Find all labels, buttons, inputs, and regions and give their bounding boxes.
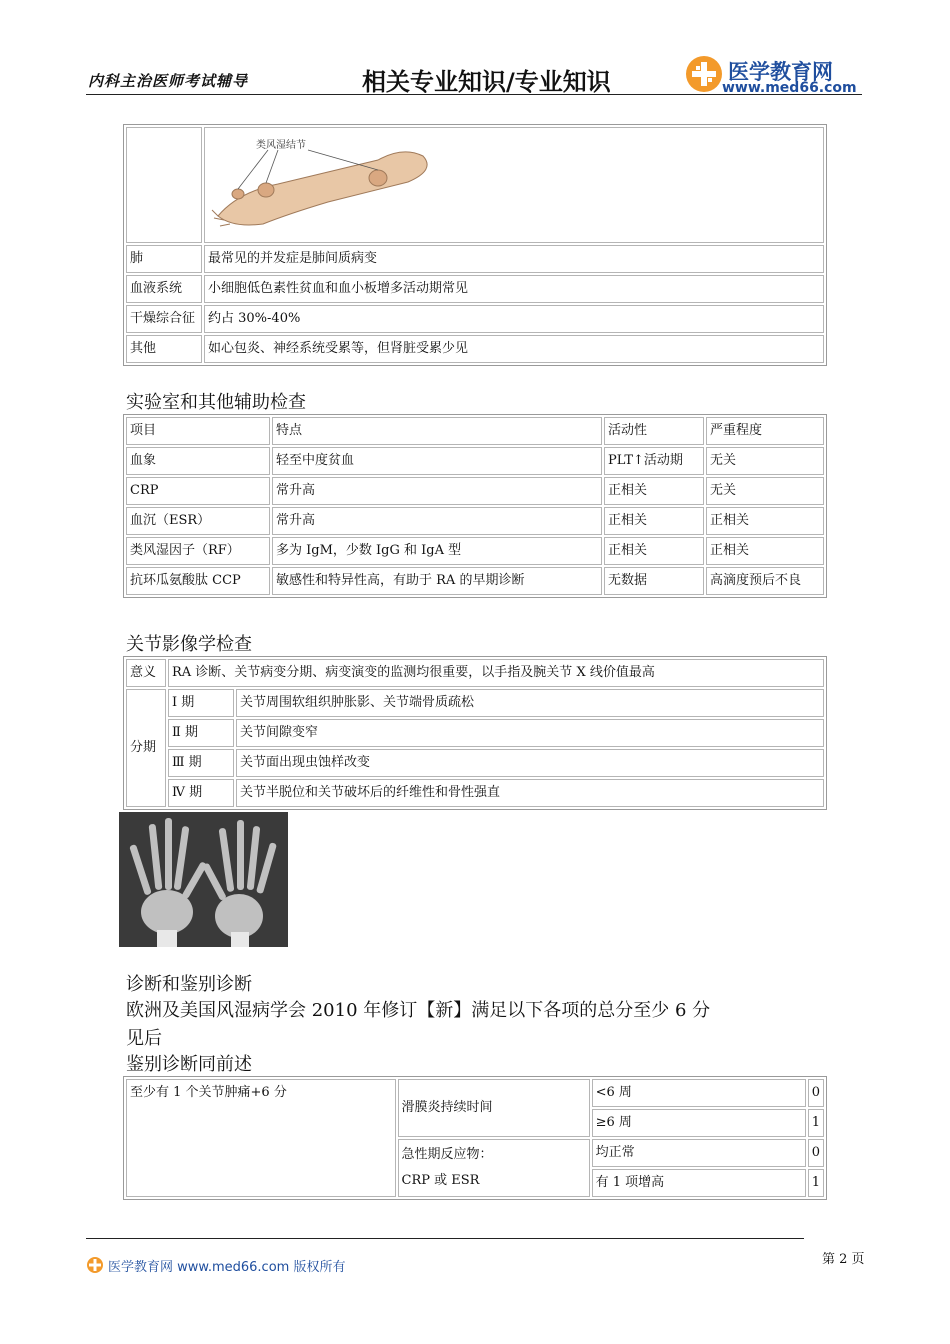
meaning-key: 意义 — [126, 659, 166, 687]
table-cell: 敏感性和特异性高，有助于 RA 的早期诊断 — [272, 567, 602, 595]
meaning-value: RA 诊断、关节病变分期、病变演变的监测均很重要，以手指及腕关节 X 线价值最高 — [168, 659, 824, 687]
footer-copyright: 医学教育网 www.med66.com 版权所有 — [108, 1260, 346, 1275]
criterion-score: 0 — [808, 1079, 824, 1107]
table-cell: PLT↑活动期 — [604, 447, 704, 475]
header-cell: 严重程度 — [706, 417, 824, 445]
header-cell: 活动性 — [604, 417, 704, 445]
diagnosis-heading: 诊断和鉴别诊断 — [126, 974, 252, 995]
joint-criterion: 至少有 1 个关节肿痛+6 分 — [126, 1079, 396, 1197]
imaging-table — [123, 656, 827, 810]
acute-phase-label — [398, 1139, 590, 1197]
acute-phase-label-line1: 急性期反应物： — [401, 1147, 493, 1162]
row-key: 血液系统 — [126, 275, 202, 303]
stage-label: Ⅱ 期 — [168, 719, 234, 747]
diagnosis-criteria-text: 欧洲及美国风湿病学会 2010 年修订【新】满足以下各项的总分至少 6 分 — [126, 1000, 711, 1021]
complication-table — [123, 124, 827, 366]
logo-text: 医学教育网 — [728, 60, 833, 84]
table-cell: 轻至中度贫血 — [272, 447, 602, 475]
table-cell: 血象 — [126, 447, 270, 475]
table-cell: 正相关 — [706, 537, 824, 565]
criterion-option: 有 1 项增高 — [592, 1169, 806, 1197]
row-value: 如心包炎、神经系统受累等，但肾脏受累少见 — [204, 335, 824, 363]
table-cell: CRP — [126, 477, 270, 505]
criterion-option: 均正常 — [592, 1139, 806, 1167]
table-cell: 高滴度预后不良 — [706, 567, 824, 595]
stage-key: 分期 — [126, 689, 166, 807]
table-cell: 无数据 — [604, 567, 704, 595]
table-cell: 常升高 — [272, 477, 602, 505]
stage-desc: 关节周围软组织肿胀影、关节端骨质疏松 — [236, 689, 824, 717]
stage-desc: 关节面出现虫蚀样改变 — [236, 749, 824, 777]
criteria-table — [123, 1076, 827, 1200]
header-cell: 项目 — [126, 417, 270, 445]
rheumatoid-nodule-arm-image — [208, 132, 448, 232]
differential-diagnosis-text: 鉴别诊断同前述 — [126, 1054, 252, 1075]
acute-phase-label-line2: CRP 或 ESR — [401, 1173, 480, 1188]
table-cell: 正相关 — [604, 477, 704, 505]
section-lab-heading: 实验室和其他辅助检查 — [126, 392, 306, 413]
stage-desc: 关节间隙变窄 — [236, 719, 824, 747]
lab-table — [123, 414, 827, 598]
footer-logo-icon — [86, 1256, 104, 1274]
stage-label: Ⅰ 期 — [168, 689, 234, 717]
row-key: 干燥综合征 — [126, 305, 202, 333]
table-cell: 类风湿因子（RF） — [126, 537, 270, 565]
med66-logo-icon — [684, 54, 724, 94]
stage-desc: 关节半脱位和关节破坏后的纤维性和骨性强直 — [236, 779, 824, 807]
row-key: 其他 — [126, 335, 202, 363]
stage-label: Ⅲ 期 — [168, 749, 234, 777]
hand-xray-image — [119, 812, 288, 947]
row-key: 肺 — [126, 245, 202, 273]
nodule-label: 类风湿结节 — [256, 140, 306, 151]
criterion-score: 1 — [808, 1169, 824, 1197]
table-cell: 常升高 — [272, 507, 602, 535]
image-row-empty-cell — [126, 127, 202, 243]
table-cell: 正相关 — [604, 537, 704, 565]
table-cell: 无关 — [706, 477, 824, 505]
table-cell: 抗环瓜氨酸肽 CCP — [126, 567, 270, 595]
stage-label: Ⅳ 期 — [168, 779, 234, 807]
criterion-score: 1 — [808, 1109, 824, 1137]
table-cell: 无关 — [706, 447, 824, 475]
table-cell: 正相关 — [706, 507, 824, 535]
synovitis-duration-label: 滑膜炎持续时间 — [398, 1079, 590, 1137]
criterion-option: ≥6 周 — [592, 1109, 806, 1137]
criterion-score: 0 — [808, 1139, 824, 1167]
row-value: 约占 30%-40% — [204, 305, 824, 333]
nodule-image-cell — [204, 127, 824, 243]
section-imaging-heading: 关节影像学检查 — [126, 634, 252, 655]
page-number: 第 2 页 — [822, 1252, 865, 1267]
table-cell: 多为 IgM，少数 IgG 和 IgA 型 — [272, 537, 602, 565]
table-cell: 血沉（ESR） — [126, 507, 270, 535]
diagnosis-see-below: 见后 — [126, 1028, 162, 1049]
criterion-option: <6 周 — [592, 1079, 806, 1107]
header-cell: 特点 — [272, 417, 602, 445]
footer-rule — [86, 1238, 804, 1239]
logo-url: www.med66.com — [722, 80, 857, 96]
row-value: 最常见的并发症是肺间质病变 — [204, 245, 824, 273]
header-left-title: 内科主治医师考试辅导 — [88, 72, 249, 90]
row-value: 小细胞低色素性贫血和血小板增多活动期常见 — [204, 275, 824, 303]
header-center-title: 相关专业知识/专业知识 — [362, 68, 611, 96]
table-cell: 正相关 — [604, 507, 704, 535]
